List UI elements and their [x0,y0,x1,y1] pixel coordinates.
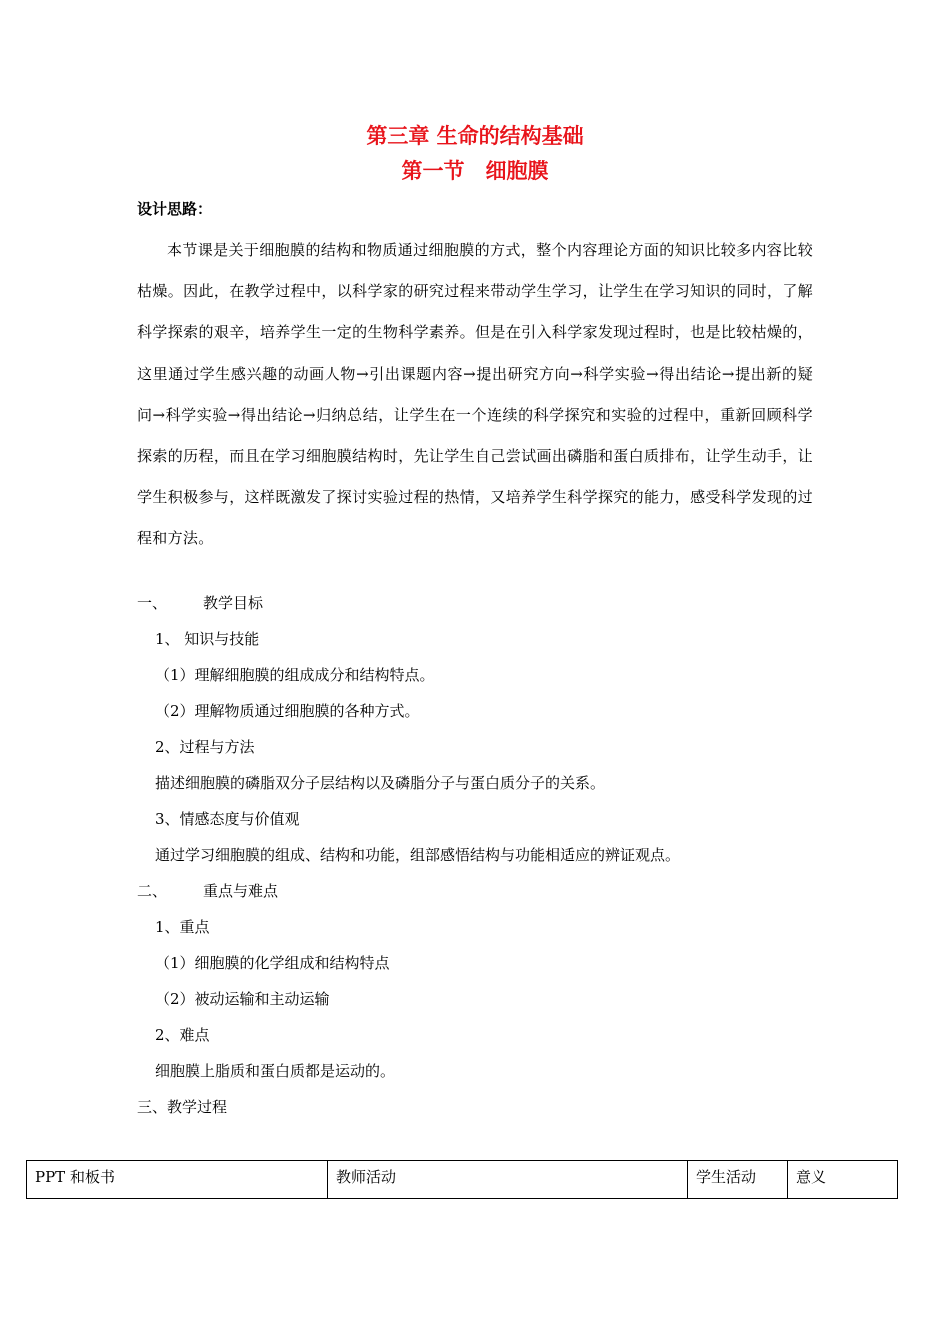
section-1-heading [137,592,263,614]
table-header-ppt: PPT 和板书 [27,1161,328,1199]
section-2-sub-2-label: 2、难点 [155,1026,210,1044]
design-heading: 设计思路： [137,200,213,218]
teaching-process-table [26,1160,898,1199]
section-1-sub-1-item-1: （1）理解细胞膜的组成成分和结构特点。 [155,666,435,684]
section-2-heading [137,880,278,902]
table-header-student: 学生活动 [688,1161,788,1199]
section-1-sub-1-label: 1、 知识与技能 [155,630,260,648]
design-paragraph: 本节课是关于细胞膜的结构和物质通过细胞膜的方式，整个内容理论方面的知识比较多内容比较枯燥。因此，在教学过程中，以科学家的研究过程来带动学生学习，让学生在学习知识的同时，了解科学探索的艰辛，培养学生一定的生物科学素养。但是在引入科学家发现过程时，也是比较枯燥的，这里通过学生感兴趣的动画人物→引出课题内容→提出研究方向→科学实验→得出结论→提出新的疑问→科学实验→得出结论→归纳总结，让学生在一个连续的科学探究和实验的过程中，重新回顾科学探索的历程，而且在学习细胞膜结构时，先让学生自己尝试画出磷脂和蛋白质排布，让学生动手，让学生积极参与，这样既激发了探讨实验过程的热情，又培养学生科学探究的能力，感受科学发现的过程和方法。 [137,241,813,548]
section-2-sub-1-item-2: （2）被动运输和主动运输 [155,990,330,1008]
section-1-sub-3-label: 3、情感态度与价值观 [155,810,300,828]
chapter-title: 第三章 生命的结构基础 [366,124,584,148]
section-1-sub-3-text: 通过学习细胞膜的组成、结构和功能，组部感悟结构与功能相适应的辨证观点。 [155,846,681,864]
section-2-number: 二、 [137,882,168,900]
table-header-teacher: 教师活动 [328,1161,688,1199]
section-2-label: 重点与难点 [203,882,279,900]
section-title: 第一节 细胞膜 [401,159,549,183]
section-1-sub-2-label: 2、过程与方法 [155,738,255,756]
section-3-heading: 三、教学过程 [137,1098,228,1116]
section-2-sub-1-item-1: （1）细胞膜的化学组成和结构特点 [155,954,390,972]
section-2-sub-1-label: 1、重点 [155,918,210,936]
section-1-number: 一、 [137,594,168,612]
table-header-row [27,1161,898,1199]
section-1-sub-2-text: 描述细胞膜的磷脂双分子层结构以及磷脂分子与蛋白质分子的关系。 [155,774,606,792]
table-header-significance: 意义 [788,1161,898,1199]
section-1-label: 教学目标 [203,594,264,612]
section-1-sub-1-item-2: （2）理解物质通过细胞膜的各种方式。 [155,702,420,720]
section-2-sub-2-text: 细胞膜上脂质和蛋白质都是运动的。 [155,1062,396,1080]
